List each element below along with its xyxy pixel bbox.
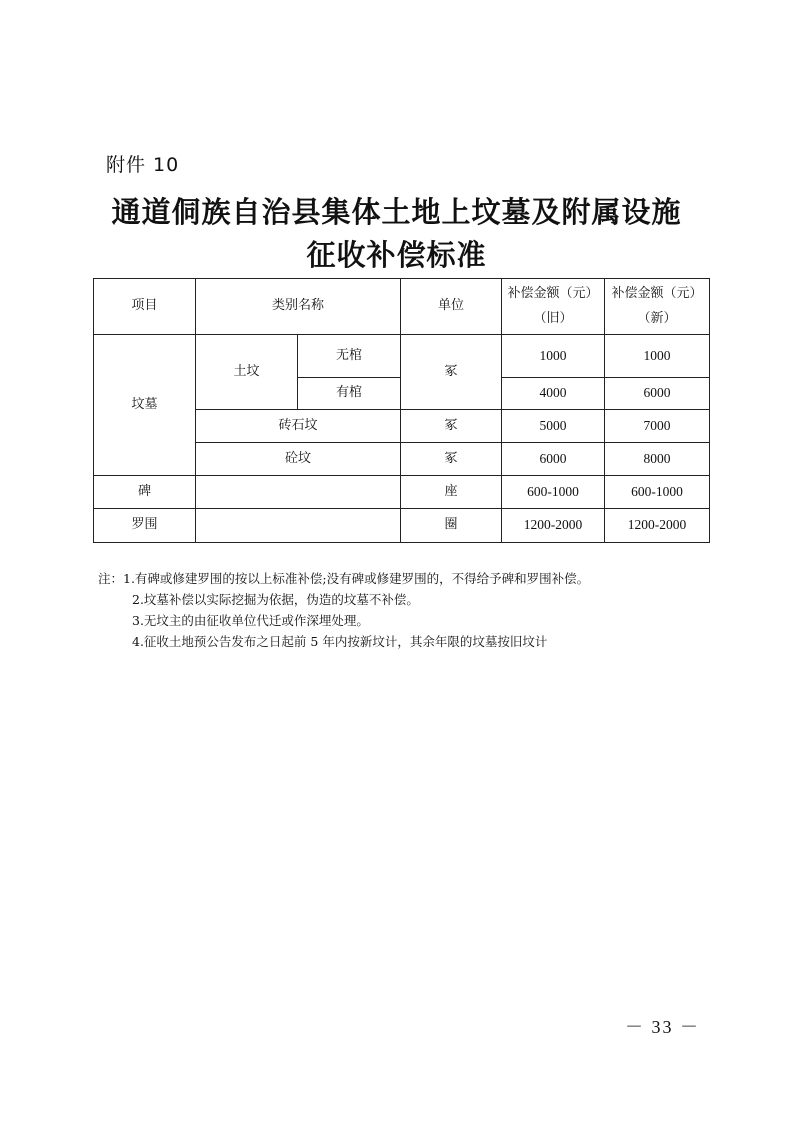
document-title-line-2: 征收补偿标准: [306, 238, 487, 272]
with-coffin-cell: 有棺: [298, 378, 401, 410]
no-coffin-cell: 无棺: [298, 335, 401, 378]
header-unit: 单位: [401, 279, 502, 335]
page-number: － 33 －: [625, 1017, 700, 1037]
header-old-amount: [502, 279, 605, 335]
concrete-grave-unit: 冢: [401, 443, 502, 476]
enclosure-item-cell: 罗围: [94, 509, 196, 543]
enclosure-old-amount: 1200-2000: [502, 509, 605, 543]
earth-grave-cell: 土坟: [196, 335, 298, 410]
with-coffin-new-amount: 6000: [605, 378, 710, 410]
table-header-row: [94, 279, 710, 335]
table-row: [94, 509, 710, 543]
attachment-label: 附件 10: [106, 154, 180, 176]
note-line: 4.征收土地预公告发布之日起前 5 年内按新坟计，其余年限的坟墓按旧坟计: [132, 634, 548, 649]
note-line: 注：1.有碑或修建罗围的按以上标准补偿;没有碑或修建罗围的，不得给予碑和罗围补偿。: [98, 571, 590, 586]
header-new-amount-line1: 补偿金额（元）: [611, 286, 703, 302]
concrete-grave-old-amount: 6000: [502, 443, 605, 476]
brick-grave-unit: 冢: [401, 410, 502, 443]
grave-item-cell: 坟墓: [94, 335, 196, 476]
stele-item-cell: 碑: [94, 476, 196, 509]
no-coffin-new-amount: 1000: [605, 335, 710, 378]
enclosure-unit: 圈: [401, 509, 502, 543]
document-title-line-1: 通道侗族自治县集体土地上坟墓及附属设施: [111, 195, 682, 229]
stele-category-cell: [196, 476, 401, 509]
compensation-table: [93, 278, 710, 543]
stele-new-amount: 600-1000: [605, 476, 710, 509]
stele-unit: 座: [401, 476, 502, 509]
header-item: 项目: [94, 279, 196, 335]
header-old-amount-line1: 补偿金额（元）: [507, 286, 599, 302]
note-line: 3.无坟主的由征收单位代迁或作深埋处理。: [132, 613, 369, 628]
notes-block: [98, 568, 589, 652]
no-coffin-old-amount: 1000: [502, 335, 605, 378]
header-new-amount-line2: （新）: [637, 310, 677, 326]
header-category: 类别名称: [196, 279, 401, 335]
concrete-grave-cell: 砼坟: [196, 443, 401, 476]
brick-grave-old-amount: 5000: [502, 410, 605, 443]
brick-grave-cell: 砖石坟: [196, 410, 401, 443]
header-old-amount-line2: （旧）: [533, 310, 573, 326]
stele-old-amount: 600-1000: [502, 476, 605, 509]
note-line: 2.坟墓补偿以实际挖掘为依据，伪造的坟墓不补偿。: [132, 592, 419, 607]
with-coffin-old-amount: 4000: [502, 378, 605, 410]
brick-grave-new-amount: 7000: [605, 410, 710, 443]
enclosure-new-amount: 1200-2000: [605, 509, 710, 543]
header-new-amount: [605, 279, 710, 335]
table-row: [94, 476, 710, 509]
earth-grave-unit: 冢: [401, 335, 502, 410]
table-row: [94, 335, 710, 378]
enclosure-category-cell: [196, 509, 401, 543]
concrete-grave-new-amount: 8000: [605, 443, 710, 476]
